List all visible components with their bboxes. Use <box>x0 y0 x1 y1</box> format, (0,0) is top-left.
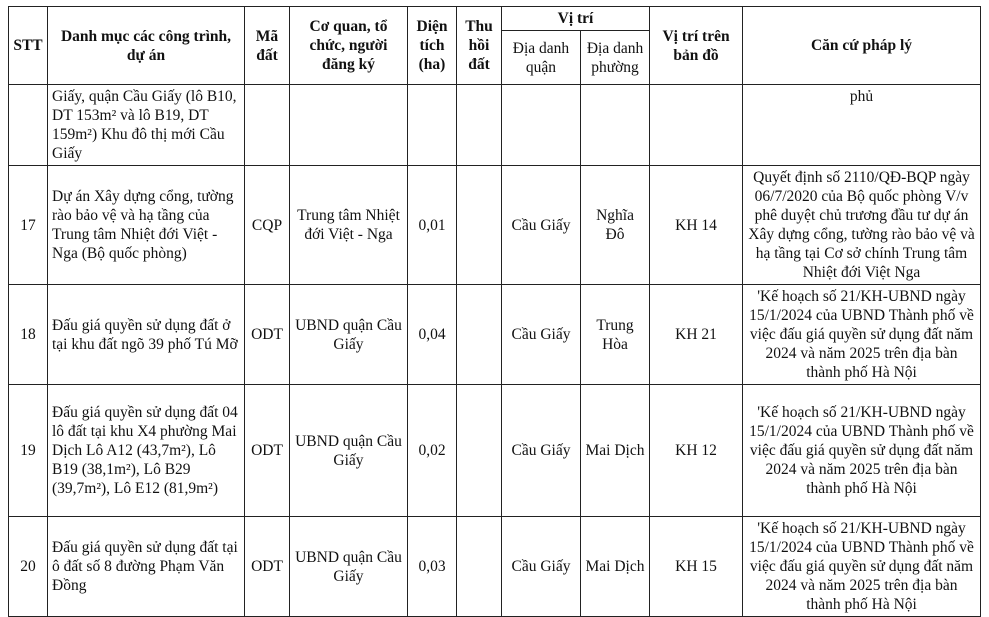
cell-legal-basis: 'Kế hoạch số 21/KH-UBND ngày 15/1/2024 của UBND Thành phố về việc đấu giá quyền sử dụng đất năm 2024 và năm 2025 trên địa bàn thành phố Hà Nội <box>743 385 981 517</box>
table-row <box>9 285 981 385</box>
cell-agency <box>290 85 408 166</box>
cell-district: Cầu Giấy <box>502 517 581 617</box>
cell-stt: 17 <box>9 166 48 285</box>
cell-legal-basis: 'Kế hoạch số 21/KH-UBND ngày 15/1/2024 của UBND Thành phố về việc đấu giá quyền sử dụng đất năm 2024 và năm 2025 trên địa bàn thành phố Hà Nội <box>743 285 981 385</box>
land-use-table-page <box>8 6 980 613</box>
header-ward: Địa danh phường <box>581 31 650 85</box>
cell-agency: UBND quận Cầu Giấy <box>290 517 408 617</box>
cell-land-code: ODT <box>245 285 290 385</box>
cell-ward: Trung Hòa <box>581 285 650 385</box>
cell-ward <box>581 85 650 166</box>
cell-recovered <box>457 285 502 385</box>
header-area: Diện tích (ha) <box>408 7 457 85</box>
cell-agency: Trung tâm Nhiệt đới Việt - Nga <box>290 166 408 285</box>
header-recovered: Thu hồi đất <box>457 7 502 85</box>
cell-agency: UBND quận Cầu Giấy <box>290 385 408 517</box>
cell-map-position: KH 12 <box>650 385 743 517</box>
cell-stt <box>9 85 48 166</box>
cell-land-code: ODT <box>245 385 290 517</box>
cell-area: 0,04 <box>408 285 457 385</box>
cell-recovered <box>457 517 502 617</box>
cell-recovered <box>457 385 502 517</box>
cell-stt: 18 <box>9 285 48 385</box>
cell-recovered <box>457 85 502 166</box>
cell-district: Cầu Giấy <box>502 166 581 285</box>
cell-land-code <box>245 85 290 166</box>
cell-category: Dự án Xây dựng cổng, tường rào bảo vệ và hạ tầng của Trung tâm Nhiệt đới Việt - Nga (Bộ quốc phòng) <box>48 166 245 285</box>
header-map-position: Vị trí trên bản đồ <box>650 7 743 85</box>
cell-ward: Mai Dịch <box>581 517 650 617</box>
cell-area: 0,01 <box>408 166 457 285</box>
cell-district: Cầu Giấy <box>502 285 581 385</box>
table-row <box>9 166 981 285</box>
table-row <box>9 385 981 517</box>
cell-land-code: CQP <box>245 166 290 285</box>
header-land-code: Mã đất <box>245 7 290 85</box>
cell-area <box>408 85 457 166</box>
cell-area: 0,03 <box>408 517 457 617</box>
header-location: Vị trí <box>502 7 650 31</box>
cell-category: Đấu giá quyền sử dụng đất 04 lô đất tại khu X4 phường Mai Dịch Lô A12 (43,7m²), Lô B19 (38,1m²), Lô B29 (39,7m²), Lô E12 (81,9m²) <box>48 385 245 517</box>
header-district: Địa danh quận <box>502 31 581 85</box>
cell-legal-basis: 'Kế hoạch số 21/KH-UBND ngày 15/1/2024 của UBND Thành phố về việc đấu giá quyền sử dụng đất năm 2024 và năm 2025 trên địa bàn thành phố Hà Nội <box>743 517 981 617</box>
cell-ward: Nghĩa Đô <box>581 166 650 285</box>
cell-legal-basis: phủ <box>743 85 981 166</box>
cell-recovered <box>457 166 502 285</box>
cell-category: Đấu giá quyền sử dụng đất tại ô đất số 8 đường Phạm Văn Đồng <box>48 517 245 617</box>
cell-stt: 20 <box>9 517 48 617</box>
cell-category: Đấu giá quyền sử dụng đất ở tại khu đất ngõ 39 phố Tú Mỡ <box>48 285 245 385</box>
table-row <box>9 517 981 617</box>
cell-district <box>502 85 581 166</box>
cell-area: 0,02 <box>408 385 457 517</box>
cell-legal-basis: Quyết định số 2110/QĐ-BQP ngày 06/7/2020 của Bộ quốc phòng V/v phê duyệt chủ trương đầu tư dự án Xây dựng cổng, tường rào bảo vệ và hạ tầng tại Cơ sở chính Trung tâm Nhiệt đới Việt Nga <box>743 166 981 285</box>
table-header <box>9 7 981 85</box>
cell-map-position: KH 21 <box>650 285 743 385</box>
cell-map-position: KH 15 <box>650 517 743 617</box>
header-stt: STT <box>9 7 48 85</box>
cell-ward: Mai Dịch <box>581 385 650 517</box>
cell-stt: 19 <box>9 385 48 517</box>
table-row <box>9 85 981 166</box>
header-legal-basis: Căn cứ pháp lý <box>743 7 981 85</box>
table-body <box>9 85 981 617</box>
header-category: Danh mục các công trình, dự án <box>48 7 245 85</box>
cell-category: Giấy, quận Cầu Giấy (lô B10, DT 153m² và lô B19, DT 159m²) Khu đô thị mới Cầu Giấy <box>48 85 245 166</box>
cell-map-position: KH 14 <box>650 166 743 285</box>
cell-agency: UBND quận Cầu Giấy <box>290 285 408 385</box>
cell-map-position <box>650 85 743 166</box>
cell-land-code: ODT <box>245 517 290 617</box>
cell-district: Cầu Giấy <box>502 385 581 517</box>
land-use-table <box>8 6 981 617</box>
header-agency: Cơ quan, tổ chức, người đăng ký <box>290 7 408 85</box>
